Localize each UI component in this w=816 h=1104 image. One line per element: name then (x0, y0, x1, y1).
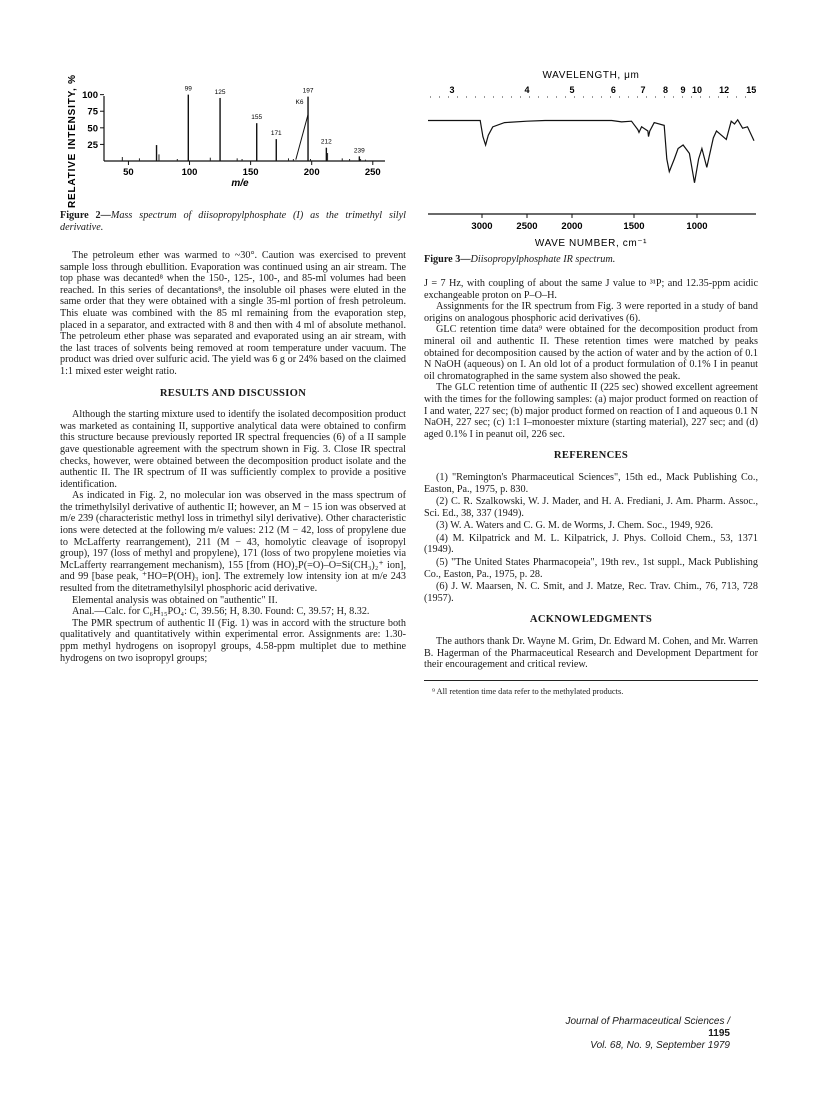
fig2-peak-label: 99 (184, 85, 192, 93)
fig3-top-tick-label: 5 (569, 85, 575, 95)
fig2-peak-label: 125 (214, 88, 226, 96)
fig2-peak-label: 239 (353, 147, 365, 155)
footer-journal: Journal of Pharmaceutical Sciences / (565, 1016, 730, 1027)
fig2-peak-label: 155 (251, 114, 263, 122)
fig2-caption-label: Figure 2— (60, 210, 111, 221)
fig3-xtick-label: 2500 (516, 221, 538, 232)
paragraph: As indicated in Fig. 2, no molecular ion was observed in the mass spectrum of the trimethylsilyl derivative of authentic II; however, an M − 15 ion was observed at m/e 239 (characteristic methyl loss in trimethyl silyl derivative). Other characteristic ions were detected at the following m/e values: 212 (M − 42, loss of propylene due to McLafferty rearrangement), 211 (M − 43, homolytic cleavage of isopropyl group), 197 (loss of methyl and propylene), 171 (loss of two propylene moieties via McLafferty rearrangement mechanism), 155 [from (HO)₂P(=O)–O=Si(CH₃)₂⁺ ion], and 99 [base peak, ⁺HO=P(OH)₃ ion]. The extremely low intensity ion at m/e 243 resulted from the ditetramethylsilyl phosphoric acid derivative. (60, 490, 406, 595)
fig2-peak-label: 212 (320, 138, 332, 146)
paragraph: Assignments for the IR spectrum from Fig. 3 were reported in a study of band origins on analogous phosphoric acid derivatives (6). (424, 301, 758, 324)
fig3-caption-text: Diisopropylphosphate IR spectrum. (470, 254, 616, 265)
fig3-top-tick-label: 7 (640, 85, 646, 95)
footer-volume: Vol. 68, No. 9, September 1979 (590, 1040, 730, 1051)
fig2-xtick-label: 200 (303, 167, 320, 178)
reference-item: (5) "The United States Pharmacopeia", 19th rev., 1st suppl., Mack Publishing Co., Easton, Pa., 1975, p. 28. (424, 557, 758, 580)
paragraph: Although the starting mixture used to identify the isolated decomposition product was marketed as containing II, supportive analytical data were obtained to confirm this structure because previously reported IR spectral frequencies (6) of a II sample gave questionable agreement with the spectrum shown in Fig. 3. Close IR spectral checks, however, were obtained between the decomposition product isolate and the authentic II. The IR spectrum of II was sufficiently complex to provide a positive identification. (60, 409, 406, 490)
fig2-xtick-label: 250 (364, 167, 381, 178)
fig3-bottom-title: WAVE NUMBER, cm⁻¹ (534, 238, 648, 249)
reference-item: (2) C. R. Szalkowski, W. J. Mader, and H. A. Frediani, J. Am. Pharm. Assoc., Sci. Ed., 38, 337 (1949). (424, 496, 758, 519)
fig3-top-tick-label: 10 (691, 85, 703, 95)
paragraph: The authors thank Dr. Wayne M. Grim, Dr. Edward M. Cohen, and Mr. Warren B. Hagerman of the Pharmaceutical Research and Development Department for their encouragement and critical review. (424, 636, 758, 671)
fig3-xtick-label: 2000 (561, 221, 583, 232)
section-heading-acknowledgments: ACKNOWLEDGMENTS (529, 614, 653, 626)
section-heading-references: REFERENCES (553, 450, 629, 462)
page-footer (550, 1016, 730, 1052)
fig2-xtick-label: 100 (181, 167, 198, 178)
figure-2-mass-spectrum (60, 58, 406, 210)
fig2-xlabel: m/e (231, 178, 249, 189)
footnote: ⁹ All retention time data refer to the methylated products. (432, 686, 624, 696)
fig3-top-tick-label: 6 (610, 85, 616, 95)
fig3-xtick-label: 1500 (623, 221, 645, 232)
fig3-caption-label: Figure 3— (424, 254, 471, 265)
fig2-xtick-label: 150 (242, 167, 259, 178)
paragraph: The GLC retention time of authentic II (225 sec) showed excellent agreement with the times for the following samples: (a) major product formed on reaction of I and water, 227 sec; (b) major product formed on reaction of I and aqueous 0.1 N NaOH, 227 sec; (c) 1:1 I–monoester mixture (starting material), 227 sec; and (d) aged 0.1% I in peanut oil, 226 sec. (424, 382, 758, 440)
fig2-peak-label: K6 (295, 98, 304, 106)
figure-3-caption (424, 254, 758, 266)
fig2-ytick-label: 100 (82, 90, 98, 102)
fig2-peak-label: 197 (302, 87, 314, 95)
fig3-top-tick-label: 8 (662, 85, 669, 95)
fig2-ytick-label: 50 (87, 123, 98, 135)
fig2-caption-text: Mass spectrum of diisopropylphosphate (I) as the trimethyl silyl derivative. (60, 210, 406, 233)
left-column (60, 250, 406, 664)
fig2-ytick-label: 25 (87, 139, 98, 151)
right-column (424, 278, 758, 697)
reference-item: (4) M. Kilpatrick and M. L. Kilpatrick, J. Phys. Colloid Chem., 53, 1371 (1949). (424, 532, 758, 556)
fig3-top-tick-label: 9 (680, 85, 686, 95)
fig3-xtick-label: 1000 (686, 221, 708, 232)
reference-item: (3) W. A. Waters and C. G. M. de Worms, J. Chem. Soc., 1949, 926. (436, 520, 713, 532)
fig3-top-tick-label: 3 (449, 85, 455, 95)
figure-2-caption (60, 210, 406, 233)
fig2-ytick-label: 75 (87, 106, 98, 118)
fig2-xtick-label: 50 (123, 167, 134, 178)
paragraph: Anal.—Calc. for C₆H₁₅PO₄: C, 39.56; H, 8.30. Found: C, 39.57; H, 8.32. (72, 606, 370, 618)
fig2-peak-label: 171 (270, 130, 282, 138)
fig3-top-tick-label: 12 (719, 85, 730, 95)
reference-item: (1) "Remington's Pharmaceutical Sciences", 15th ed., Mack Publishing Co., Easton, Pa., 1975, p. 830. (424, 471, 758, 495)
fig2-annotation-line (296, 115, 308, 160)
page-number: 1195 (708, 1028, 730, 1039)
fig2-ylabel: RELATIVE INTENSITY, % (67, 74, 78, 208)
fig3-top-tick-label: 4 (524, 85, 530, 95)
fig3-xtick-label: 3000 (471, 221, 493, 232)
figure-3-ir-spectrum (424, 62, 758, 252)
section-heading-results: RESULTS AND DISCUSSION (159, 387, 307, 399)
ir-spectrum-trace (428, 120, 754, 183)
paragraph: The PMR spectrum of authentic II (Fig. 1) was in accord with the structure both qualitatively and quantitatively within experimental error. Assignments are: 1.30-ppm methyl hydrogens on isopropyl groups, 4.58-ppm multiplet due to methine hydrogens on two isopropyl groups; (60, 617, 406, 664)
fig3-top-tick-label: 15 (746, 85, 757, 95)
paragraph: Elemental analysis was obtained on "authentic" II. (72, 594, 278, 606)
paragraph: GLC retention time data⁹ were obtained for the decomposition product from mineral oil and authentic II. These retention times were matched by peaks obtained for decomposition caused by the action of water and by the action of 0.1 N NaOH (aqueous) on I. An old lot of a product formulation of 0.1% I in peanut oil chromatographed in the same system also showed the peak. (424, 324, 758, 382)
paragraph: The petroleum ether was warmed to ~30°. Caution was exercised to prevent sample loss through ebullition. Evaporation was continued using an air stream. The top phase was decanted⁸ when the 150-, 125-, 100-, and 85-ml volumes had been reached. In this series of decantations⁸, the insoluble oil phases were eluted in the same order that they were obtained with a single 35-ml portion of fresh petroleum. This eluate was combined with the 85 ml remaining from the evaporation step, placed in a separator, and extracted with 8 and then with 4 ml of absolute methanol. The petroleum ether phase was separated and evaporated using an air stream, with the last traces of solvents being removed at room temperature under vacuum. The product was dried over sulfuric acid. The yield was 6 g or 24% based on the claimed 1:1 mixed ester weight ratio. (60, 250, 406, 377)
paragraph: J = 7 Hz, with coupling of about the same J value to ³¹P; and 12.35-ppm acidic exchangeable proton on P–O–H. (424, 278, 758, 301)
fig3-top-title: WAVELENGTH, μm (542, 70, 640, 81)
reference-item: (6) J. W. Maarsen, N. C. Smit, and J. Matze, Rec. Trav. Chim., 76, 713, 728 (1957). (424, 581, 758, 604)
footnote-divider (424, 680, 758, 681)
